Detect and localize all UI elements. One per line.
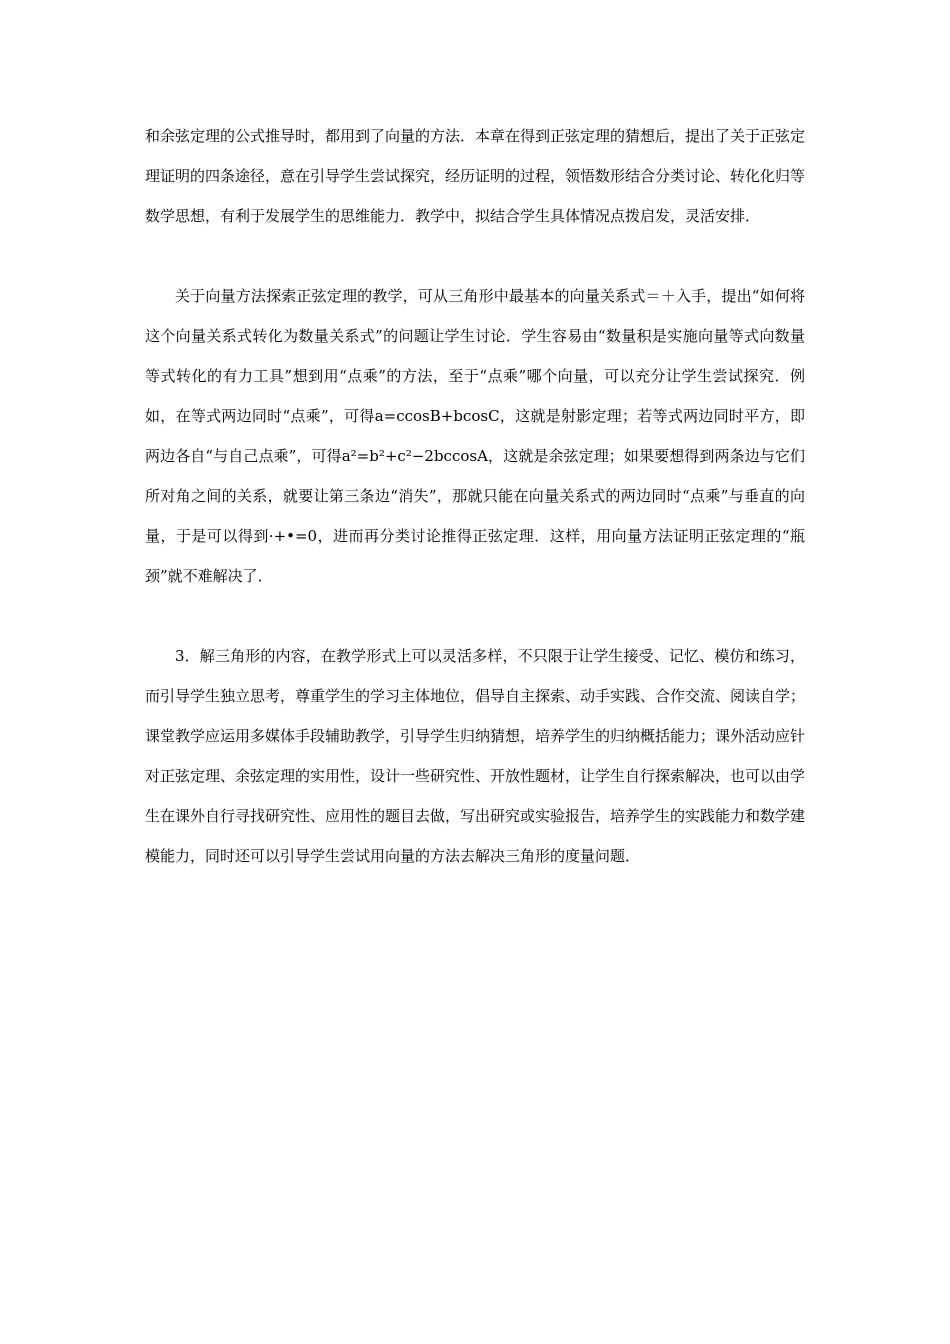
paragraph-vector-method: 关于向量方法探索正弦定理的教学，可从三角形中最基本的向量关系式＝＋入手，提出“如何将这个向量关系式转化为数量关系式”的问题让学生讨论．学生容易由“数量积是实施向量等式向数量等式转化的有力工具”想到用“点乘”的方法，至于“点乘”哪个向量，可以充分让学生尝试探究．例如，在等式两边同时“点乘”，可得a=ccosB+bcosC，这就是射影定理；若等式两边同时平方，即两边各自“与自己点乘”，可得a²=b²+c²−2bccosA，这就是余弦定理；如果要想得到两条边与它们所对角之间的关系，就要让第三条边“消失”，那就只能在向量关系式的两边同时“点乘”与垂直的向量，于是可以得到·+•=0，进而再分类讨论推得正弦定理．这样，用向量方法证明正弦定理的“瓶颈”就不难解决了． <box>145 287 805 585</box>
paragraph-continuation: 和余弦定理的公式推导时，都用到了向量的方法．本章在得到正弦定理的猜想后，提出了关于正弦定理证明的四条途径，意在引导学生尝试探究，经历证明的过程，领悟数形结合分类讨论、转化化归等数学思想，有利于发展学生的思维能力．教学中，拟结合学生具体情况点拨启发，灵活安排． <box>145 127 806 225</box>
paragraph-teaching-forms: 3．解三角形的内容，在教学形式上可以灵活多样，不只限于让学生接受、记忆、模仿和练习，而引导学生独立思考，尊重学生的学习主体地位，倡导自主探索、动手实践、合作交流、阅读自学；课堂教学应运用多媒体手段辅助教学，引导学生归纳猜想，培养学生的归纳概括能力；课外活动应针对正弦定理、余弦定理的实用性，设计一些研究性、开放性题材，让学生自行探索解决，也可以由学生在课外自行寻找研究性、应用性的题目去做，写出研究或实验报告，培养学生的实践能力和数学建模能力，同时还可以引导学生尝试用向量的方法去解决三角形的度量问题． <box>145 647 806 865</box>
